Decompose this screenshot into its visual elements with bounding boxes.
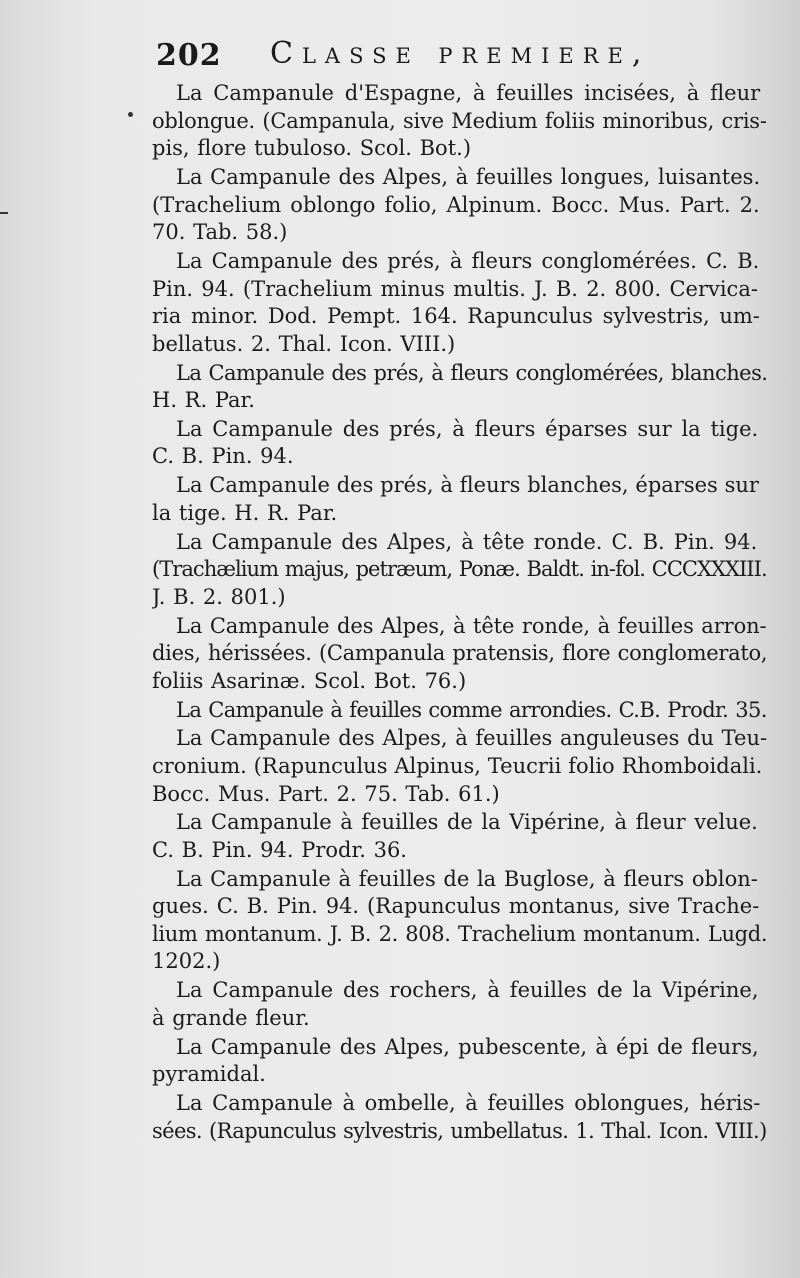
entry <box>152 360 767 415</box>
entry-line: La Campanule des Alpes, à tête ronde. C. B. Pin. 94. <box>176 529 758 554</box>
entry <box>152 529 767 612</box>
entry-line: La Campanule des Alpes, à feuilles anguleuses du Teu- <box>176 726 767 751</box>
entry <box>152 809 767 864</box>
entry-line: oblongue. (Campanula, sive Medium foliis minoribus, cris- <box>152 108 767 133</box>
entry-line: La Campanule à feuilles de la Vipérine, à fleur velue. <box>176 810 758 835</box>
page-number: 202 <box>156 38 222 73</box>
entry-line: la tige. H. R. Par. <box>152 500 338 525</box>
entry-line: cronium. (Rapunculus Alpinus, Teucrii folio Rhomboidali. <box>152 753 763 778</box>
entry-line: sées. (Rapunculus sylvestris, umbellatus. 1. Thal. Icon. VIII.) <box>152 1118 767 1143</box>
entry <box>152 1034 767 1089</box>
entry <box>152 697 767 725</box>
entry <box>152 977 767 1032</box>
entry-line: La Campanule des prés, à fleurs blanches, éparses sur <box>176 473 759 498</box>
entry-line: C. B. Pin. 94. <box>152 444 294 469</box>
entry-line: La Campanule des rochers, à feuilles de la Vipérine, <box>176 978 759 1003</box>
entry <box>152 164 767 247</box>
entry-line: (Trachælium majus, petræum, Ponæ. Baldt. in-fol. CCCXXXIII. <box>152 557 767 582</box>
entry-line: foliis Asarinæ. Scol. Bot. 76.) <box>152 668 467 693</box>
entry <box>152 248 767 358</box>
entry-line: La Campanule à feuilles comme arrondies. C.B. Prodr. 35. <box>176 697 767 722</box>
entry-line: La Campanule des Alpes, pubescente, à épi de fleurs, <box>176 1034 759 1059</box>
entry-line: lium montanum. J. B. 2. 808. Trachelium montanum. Lugd. <box>152 921 767 946</box>
entry-line: J. B. 2. 801.) <box>152 584 286 609</box>
entry-line: C. B. Pin. 94. Prodr. 36. <box>152 837 407 862</box>
entry <box>152 725 767 808</box>
entry-line: dies, hérissées. (Campanula pratensis, flore conglomerato, <box>152 641 767 666</box>
running-title: Classe premiere, <box>270 36 651 71</box>
entry <box>152 416 767 471</box>
entry-line: bellatus. 2. Thal. Icon. VIII.) <box>152 331 456 356</box>
running-head <box>150 34 790 80</box>
entry-line: La Campanule des prés, à fleurs conglomérées, blanches. <box>176 360 767 385</box>
entry <box>152 472 767 527</box>
entry-line: 70. Tab. 58.) <box>152 220 288 245</box>
entry-line: La Campanule des prés, à fleurs éparses sur la tige. <box>176 416 759 441</box>
entry <box>152 613 767 696</box>
entry-line: La Campanule à feuilles de la Buglose, à fleurs oblon- <box>176 866 758 891</box>
entry-line: à grande fleur. <box>152 1005 310 1030</box>
entry-line: (Trachelium oblongo folio, Alpinum. Bocc. Mus. Part. 2. <box>152 192 760 217</box>
entry-line: La Campanule des prés, à fleurs conglomérées. C. B. <box>176 248 760 273</box>
entry-line: H. R. Par. <box>152 388 255 413</box>
entry-line: La Campanule des Alpes, à feuilles longues, luisantes. <box>176 164 761 189</box>
entry-line: pyramidal. <box>152 1062 266 1087</box>
entry-line: pis, flore tubuloso. Scol. Bot.) <box>152 136 472 161</box>
entry <box>152 80 767 163</box>
entry-line: 1202.) <box>152 949 221 974</box>
entry-line: La Campanule des Alpes, à tête ronde, à feuilles arron- <box>176 613 767 638</box>
entry <box>152 1090 767 1145</box>
entry-line: Pin. 94. (Trachelium minus multis. J. B. 2. 800. Cervica- <box>152 276 758 301</box>
entry-line: La Campanule à ombelle, à feuilles oblongues, héris- <box>176 1091 761 1115</box>
entry <box>152 866 767 976</box>
entry-line: Bocc. Mus. Part. 2. 75. Tab. 61.) <box>152 781 500 806</box>
entry-line: La Campanule d'Espagne, à feuilles incisées, à fleur <box>176 81 761 105</box>
margin-dot <box>128 112 133 117</box>
entry-line: ria minor. Dod. Pempt. 164. Rapunculus sylvestris, um- <box>152 304 760 329</box>
entry-line: gues. C. B. Pin. 94. (Rapunculus montanus, sive Trache- <box>152 894 760 919</box>
body-text <box>152 80 767 1146</box>
edge-mark <box>0 212 8 214</box>
